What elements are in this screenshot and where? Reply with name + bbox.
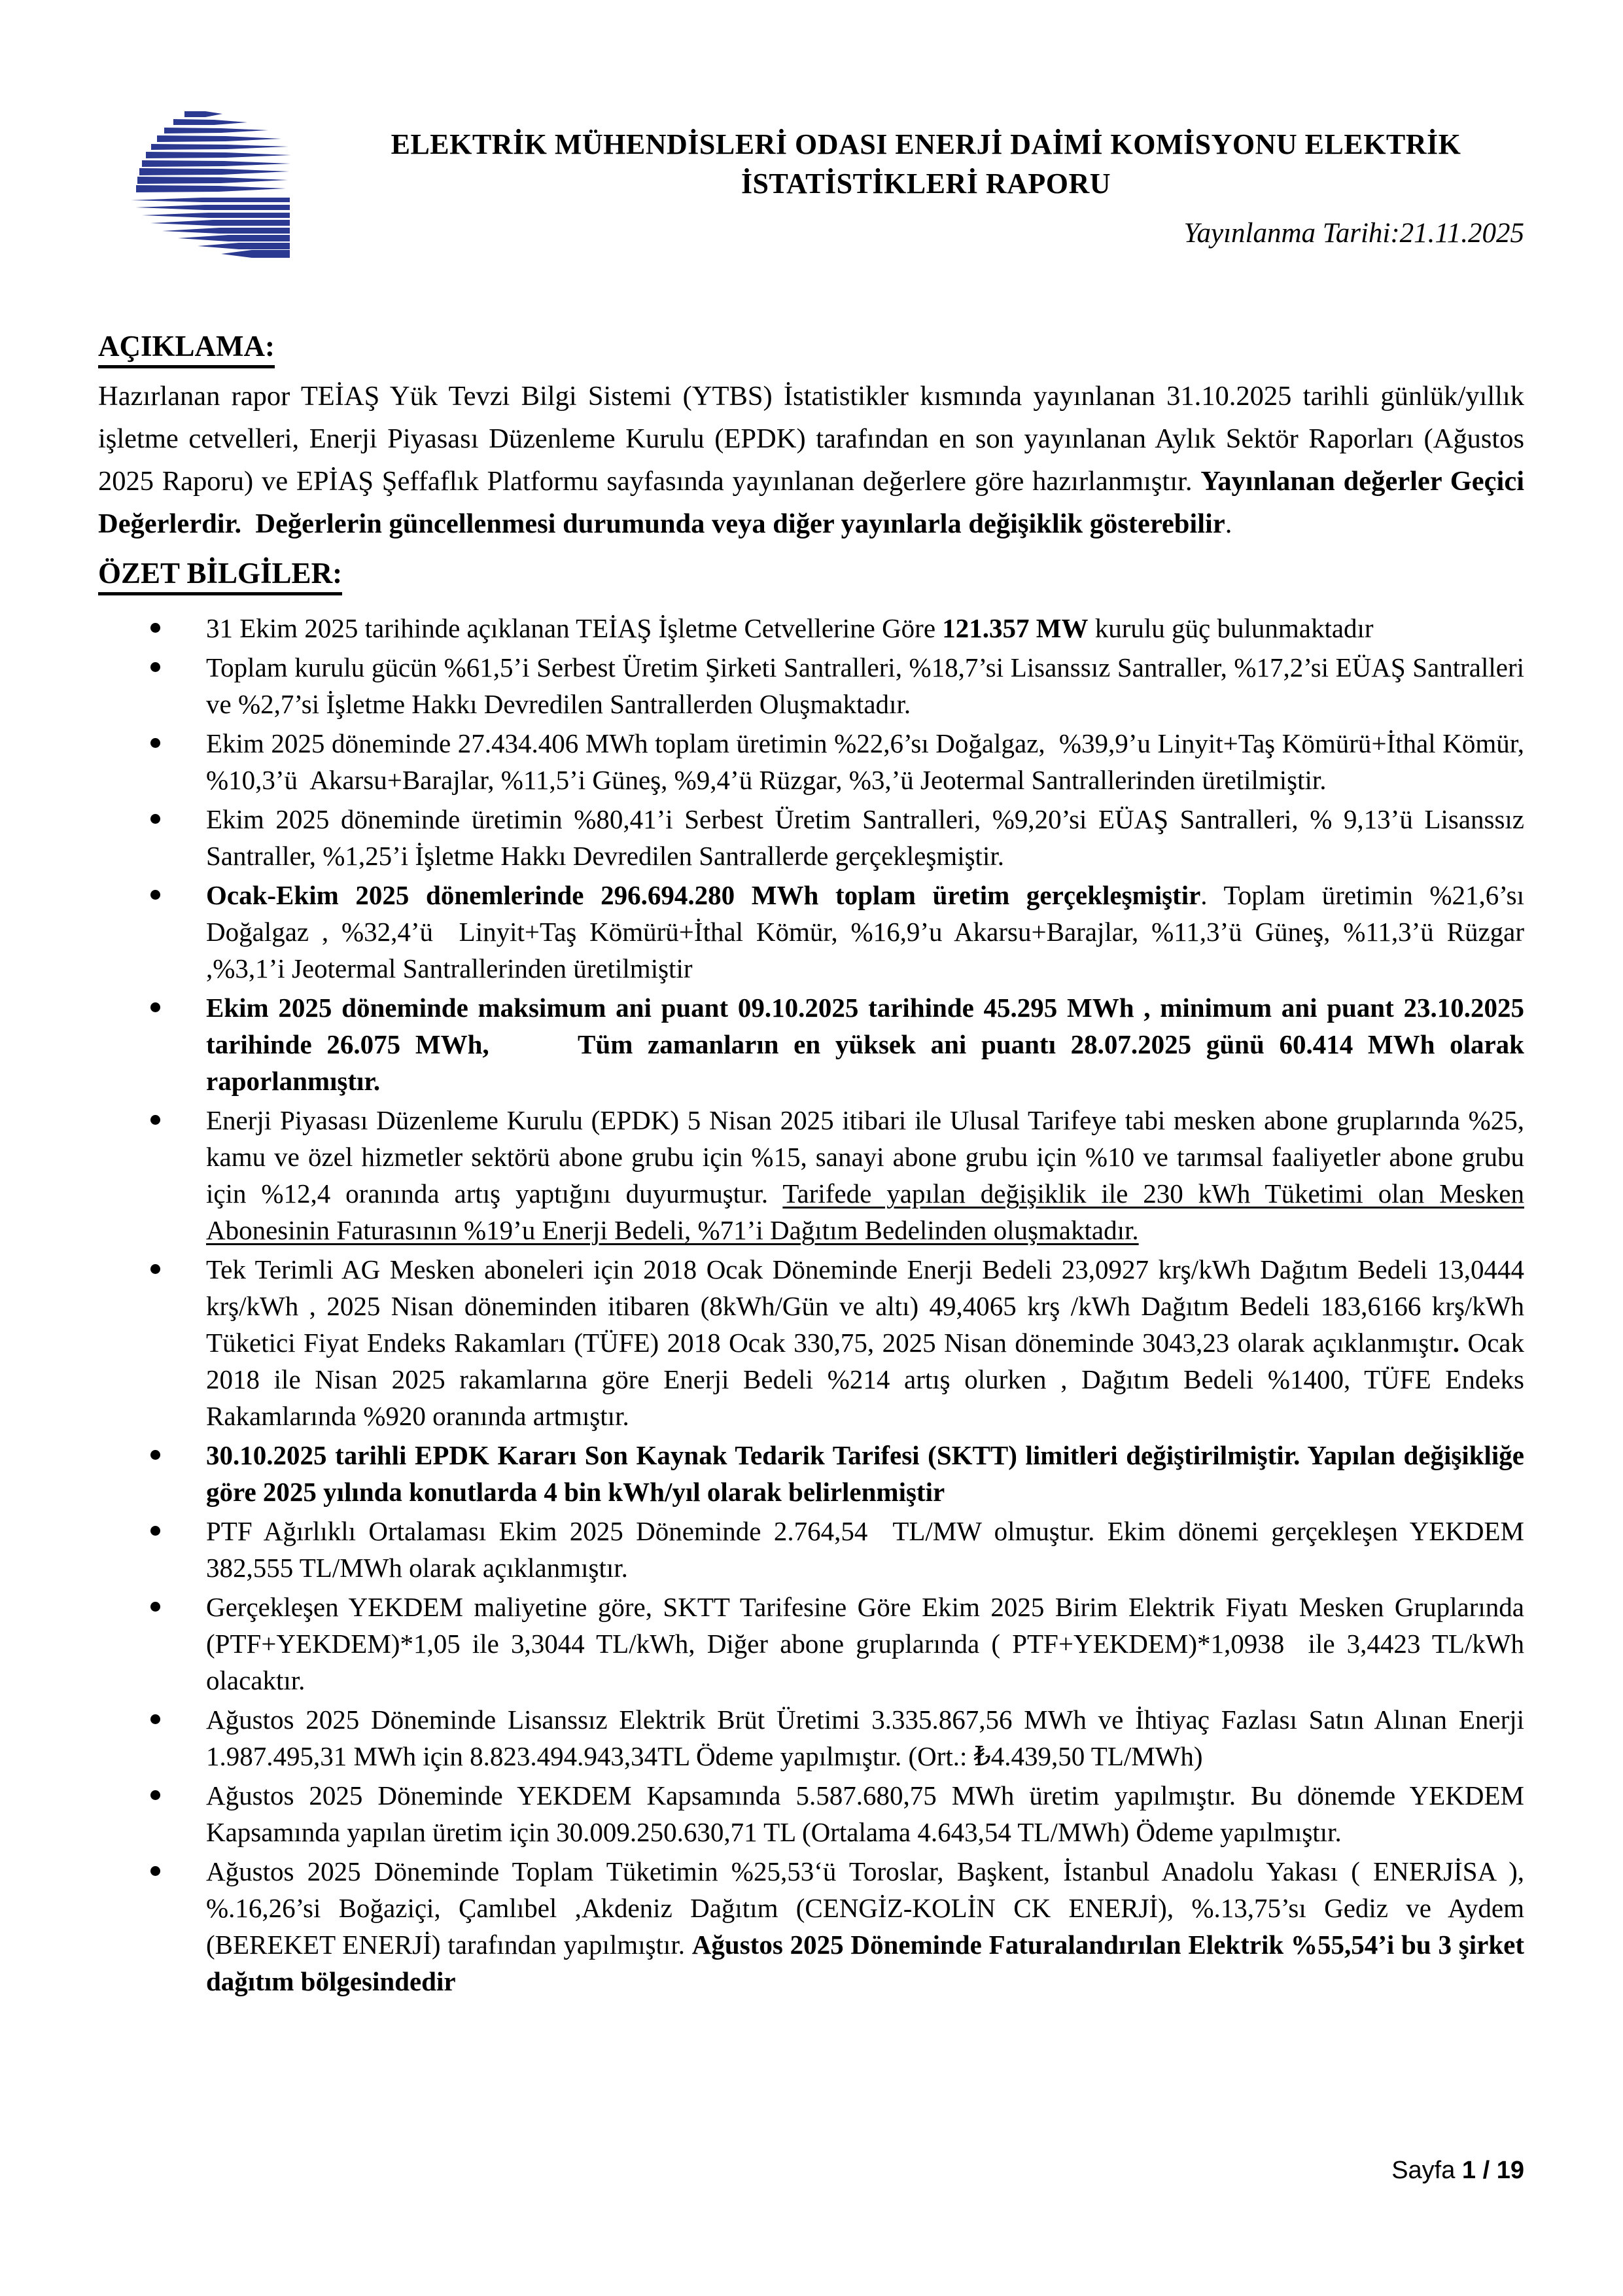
summary-bullet-item <box>98 1777 1524 1850</box>
text-segment: Ocak-Ekim 2025 dönemlerinde 296.694.280 MWh toplam üretim gerçekleşmiştir <box>206 880 1201 910</box>
bullet-marker-icon <box>150 738 160 748</box>
bullet-marker-icon <box>150 814 160 824</box>
page-title-line2: İSTATİSTİKLERİ RAPORU <box>741 168 1111 200</box>
summary-bullet-item <box>98 610 1524 646</box>
text-segment: 30.10.2025 tarihli EPDK Kararı Son Kaynak Tedarik Tarifesi (SKTT) limitleri değiştirilmiştir. Yapılan değişikliğe göre 2025 yılında konutlarda 4 bin kWh/yıl olarak belirlenmiştir <box>206 1440 1524 1507</box>
footer-page-number: 1 / 19 <box>1461 2157 1524 2184</box>
summary-bullet-item <box>98 801 1524 874</box>
text-segment: Enerji Piyasası Düzenleme Kurulu (EPDK) 5 Nisan 2025 itibari ile Ulusal Tarifeye tabi mesken abone gruplarında %25, kamu ve özel hizmetler sektörü abone grubu için %15, sanayi abone grubu için %10 ve tarımsal faaliyetler abone grubu için %12,4 oranında artış yaptığını duyurmuştur. <box>206 1105 1524 1209</box>
text-segment: . <box>1225 508 1232 539</box>
text-segment: . <box>1452 1328 1459 1358</box>
text-segment: Ağustos 2025 Döneminde Lisanssız Elektrik Brüt Üretimi 3.335.867,56 MWh ve İhtiyaç Fazlası Satın Alınan Enerji 1.987.495,31 MWh için 8.823.494.943,34TL Ödeme yapılmıştır. (Ort.: ₺4.439,50 TL/MWh) <box>206 1704 1524 1771</box>
text-segment: Ekim 2025 döneminde üretimin %80,41’i Serbest Üretim Santralleri, %9,20’si EÜAŞ Santralleri, % 9,13’ü Lisanssız Santraller, %1,25’i İşletme Hakkı Devredilen Santrallerde gerçekleşmiştir. <box>206 804 1524 871</box>
section-heading-ozet: ÖZET BİLGİLER: <box>98 557 1524 595</box>
summary-bullet-item <box>98 1102 1524 1248</box>
text-segment: Ekim 2025 döneminde maksimum ani puant 09.10.2025 tarihinde 45.295 MWh , minimum ani puant 23.10.2025 tarihinde 26.075 MWh, Tüm zamanların en yüksek ani puantı 28.07.2025 günü 60.414 MWh olarak raporlanmıştır. <box>206 993 1524 1096</box>
text-segment: Yayınlanan değerler Geçici Değerlerdir. Değerlerin güncellenmesi durumunda veya diğer yayınlarla değişiklik gösterebilir <box>98 466 1525 539</box>
report-header <box>0 0 1623 327</box>
bullet-marker-icon <box>150 1450 160 1460</box>
summary-bullet-item <box>98 1437 1524 1510</box>
text-segment: Ağustos 2025 Döneminde Faturalandırılan Elektrik %55,54’i bu 3 şirket dağıtım bölgesindedir <box>206 1930 1524 1996</box>
summary-bullet-item <box>98 649 1524 722</box>
text-segment: Ağustos 2025 Döneminde Toplam Tüketimin %25,53‘ü Toroslar, Başkent, İstanbul Anadolu Yakası ( ENERJİSA ), %.16,26’si Boğaziçi, Çamlıbel ,Akdeniz Dağıtım (CENGİZ-KOLİN CK ENERJİ), %.13,75’sı Gediz ve Aydem (BEREKET ENERJİ) tarafından yapılmıştır. <box>206 1856 1524 1960</box>
summary-bullet-item <box>98 725 1524 798</box>
text-segment: Ekim 2025 döneminde 27.434.406 MWh toplam üretimin %22,6’sı Doğalgaz, %39,9’u Linyit+Taş Kömürü+İthal Kömür, %10,3’ü Akarsu+Barajlar, %11,5’i Güneş, %9,4’ü Rüzgar, %3,’ü Jeotermal Santrallerinden üretilmiştir. <box>206 728 1524 795</box>
bullet-marker-icon <box>150 1790 160 1800</box>
summary-bullet-item <box>98 1701 1524 1775</box>
text-segment: Ocak 2018 ile Nisan 2025 rakamlarına göre Enerji Bedeli %214 artış olurken , Dağıtım Bedeli %1400, TÜFE Endeks Rakamlarında %920 oranında artmıştır. <box>206 1328 1524 1431</box>
bullet-marker-icon <box>150 1115 160 1125</box>
emo-globe-stripes-icon <box>124 111 294 260</box>
text-segment: PTF Ağırlıklı Ortalaması Ekim 2025 Döneminde 2.764,54 TL/MW olmuştur. Ekim dönemi gerçekleşen YEKDEM 382,555 TL/MWh olarak açıklanmıştır. <box>206 1516 1524 1583</box>
text-segment: Hazırlanan rapor TEİAŞ Yük Tevzi Bilgi Sistemi (YTBS) İstatistikler kısmında yayınlanan 31.10.2025 tarihli günlük/yıllık işletme cetvelleri, Enerji Piyasası Düzenleme Kurulu (EPDK) tarafından en son yayınlanan Aylık Sektör Raporları (Ağustos 2025 Raporu) ve EPİAŞ Şeffaflık Platformu sayfasında yayınlanan değerlere göre hazırlanmıştır. <box>98 381 1524 497</box>
summary-bullet-item <box>98 989 1524 1099</box>
text-segment: Gerçekleşen YEKDEM maliyetine göre, SKTT Tarifesine Göre Ekim 2025 Birim Elektrik Fiyatı Mesken Gruplarında (PTF+YEKDEM)*1,05 ile 3,3044 TL/kWh, Diğer abone gruplarında ( PTF+YEKDEM)*1,0938 ile 3,4423 TL/kWh olacaktır. <box>206 1592 1524 1695</box>
text-segment: . Toplam üretimin %21,6’sı Doğalgaz , %32,4’ü Linyit+Taş Kömürü+İthal Kömür, %16,9’u Akarsu+Barajlar, %11,3’ü Güneş, %11,3’ü Rüzgar ,%3,1’i Jeotermal Santrallerinden üretilmiştir <box>206 880 1524 983</box>
page-footer <box>1391 2157 1524 2185</box>
bullet-marker-icon <box>150 1264 160 1274</box>
summary-bullet-item <box>98 1853 1524 2000</box>
summary-bullet-item <box>98 1513 1524 1586</box>
text-segment: kurulu güç bulunmaktadır <box>1088 613 1374 643</box>
summary-bullet-list <box>98 610 1524 2000</box>
page-title <box>327 125 1525 203</box>
explanation-paragraph <box>98 375 1524 545</box>
bullet-marker-icon <box>150 1714 160 1724</box>
text-segment: 121.357 MW <box>942 613 1089 643</box>
text-segment: Ağustos 2025 Döneminde YEKDEM Kapsamında 5.587.680,75 MWh üretim yapılmıştır. Bu dönemde YEKDEM Kapsamında yapılan üretim için 30.009.250.630,71 TL (Ortalama 4.643,54 TL/MWh) Ödeme yapılmıştır. <box>206 1780 1524 1847</box>
publish-date: Yayınlanma Tarihi:21.11.2025 <box>1183 218 1524 249</box>
summary-bullet-item <box>98 1589 1524 1699</box>
bullet-marker-icon <box>150 1526 160 1536</box>
emo-logo <box>124 111 294 260</box>
summary-bullet-item <box>98 1251 1524 1434</box>
section-heading-aciklama: AÇIKLAMA: <box>98 330 1524 368</box>
text-segment: Toplam kurulu gücün %61,5’i Serbest Üretim Şirketi Santralleri, %18,7’si Lisanssız Santraller, %17,2’si EÜAŞ Santralleri ve %2,7’si İşletme Hakkı Devredilen Santrallerden Oluşmaktadır. <box>206 652 1524 719</box>
bullet-marker-icon <box>150 1602 160 1612</box>
text-segment: Tarifede yapılan değişiklik ile 230 kWh Tüketimi olan Mesken Abonesinin Faturasının %19’u Enerji Bedeli, %71’i Dağıtım Bedelinden oluşmaktadır. <box>206 1178 1525 1245</box>
text-segment: 31 Ekim 2025 tarihinde açıklanan TEİAŞ İşletme Cetvellerine Göre <box>206 613 943 643</box>
bullet-marker-icon <box>150 623 160 633</box>
text-segment: Tek Terimli AG Mesken aboneleri için 2018 Ocak Döneminde Enerji Bedeli 23,0927 krş/kWh Dağıtım Bedeli 13,0444 krş/kWh , 2025 Nisan döneminden itibaren (8kWh/Gün ve altı) 49,4065 krş /kWh Dağıtım Bedeli 183,6166 krş/kWh Tüketici Fiyat Endeks Rakamları (TÜFE) 2018 Ocak 330,75, 2025 Nisan döneminde 3043,23 olarak açıklanmıştır <box>206 1254 1524 1358</box>
summary-bullet-item <box>98 877 1524 987</box>
bullet-marker-icon <box>150 662 160 672</box>
bullet-marker-icon <box>150 890 160 900</box>
report-body <box>0 330 1623 2000</box>
bullet-marker-icon <box>150 1002 160 1012</box>
page-title-line1: ELEKTRİK MÜHENDİSLERİ ODASI ENERJİ DAİMİ KOMİSYONU ELEKTRİK <box>391 128 1461 161</box>
bullet-marker-icon <box>150 1866 160 1876</box>
footer-label: Sayfa <box>1391 2157 1456 2184</box>
